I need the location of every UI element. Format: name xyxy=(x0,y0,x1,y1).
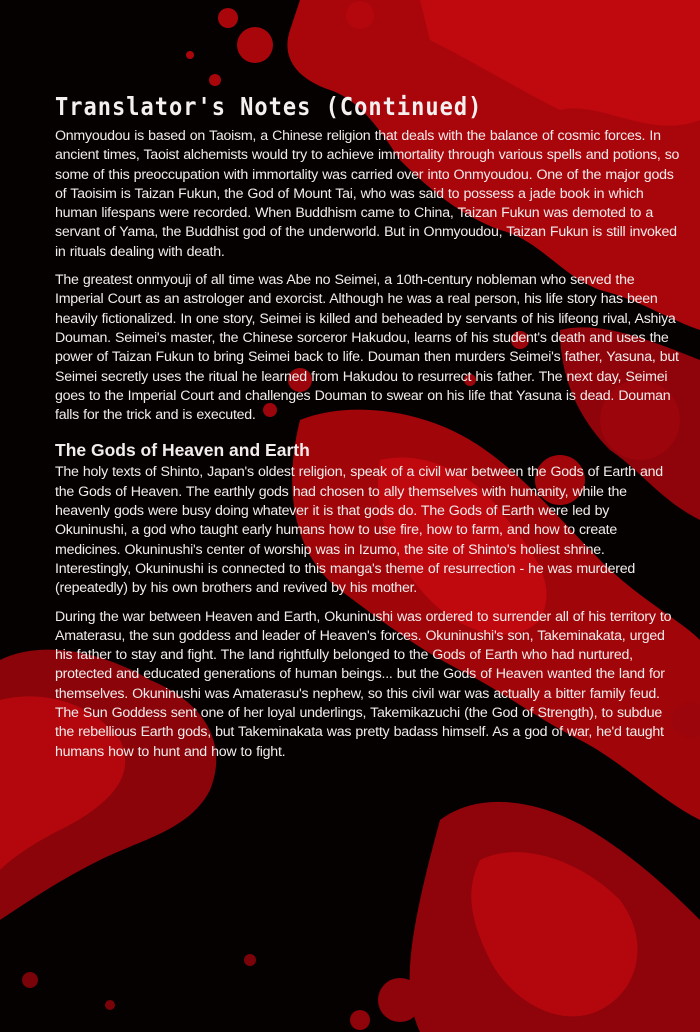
note-paragraph-onmyoudou: Onmyoudou is based on Taoism, a Chinese religion that deals with the balance of cosmic forces. In ancient times, Taoist alchemists would try to achieve immortality through various spells and potions, so some of this preoccupation with immortality was carried over into Onmyoudou. One of the major gods of Taoisim is Taizan Fukun, the God of Mount Tai, who was said to possess a jade book in which human lifespans were recorded. When Buddhism came to China, Taizan Fukun was demoted to a servant of Yama, the Buddhist god of the underworld. But in Onmyoudou, Taizan Fukun is still invoked in rituals dealing with death. xyxy=(55,128,680,260)
section-heading: The Gods of Heaven and Earth xyxy=(55,440,310,461)
note-paragraph-seimei: The greatest onmyouji of all time was Abe no Seimei, a 10th-century nobleman who served the Imperial Court as an astrologer and exorcist. Although he was a real person, his life story has been heavily fictionalized. In one story, Seimei is killed and beheaded by servants of his lifeong rival, Ashiya Douman. Seimei's master, the Chinese sorceror Hakudou, learns of his student's death and uses the power of Taizan Fukun to bring Seimei back to life. Douman then murders Seimei's father, Yasuna, but Seimei secretly uses the ritual he learned from Hakudou to resurrect his father. The next day, Seimei goes to the Imperial Court and challenges Douman to swear on his life that Yasuna is dead. Douman falls for the trick and is executed. xyxy=(55,272,679,424)
note-paragraph-shinto: The holy texts of Shinto, Japan's oldest religion, speak of a civil war between the Gods of Earth and the Gods of Heaven. The earthly gods had chosen to ally themselves with humanity, while the heavenly gods were busy doing whatever it is that gods do. The Gods of Earth were led by Okuninushi, a god who taught early humans how to use fire, how to farm, and how to create medicines. Okuninushi's center of worship was in Izumo, the site of Shinto's holiest shrine. Interestingly, Okuninushi is connected to this manga's theme of resurrection - he was murdered (repeatedly) by his own brothers and revived by his mother. xyxy=(55,464,663,597)
translator-notes xyxy=(55,93,680,771)
note-paragraph-war: During the war between Heaven and Earth, Okuninushi was ordered to surrender all of his territory to Amaterasu, the sun goddess and leader of Heaven's forces. Okuninushi's son, Takeminakata, urged his father to stay and fight. The land rightfully belonged to the Gods of Earth who had nurtured, protected and educated generations of human beings... but the Gods of Heaven wanted the land for themselves. Okuninushi was Amaterasu's nephew, so this civil war was actually a bitter family feud. The Sun Goddess sent one of her loyal underlings, Takemikazuchi (the God of Strength), to subdue the rebellious Earth gods, but Takeminakata was pretty badass himself. As a god of war, he'd taught humans how to hunt and how to fight. xyxy=(55,608,672,760)
page-title: Translator's Notes (Continued) xyxy=(55,93,483,122)
